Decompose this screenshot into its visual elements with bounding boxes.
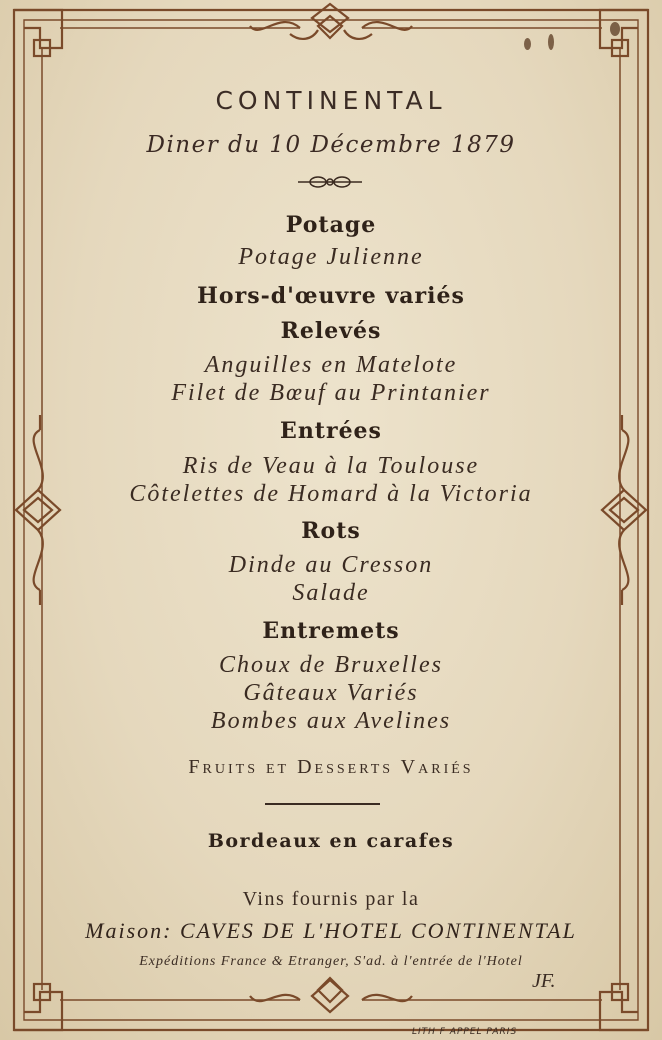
ink-stain (548, 34, 554, 50)
course-heading: Entrées (280, 418, 382, 444)
menu-item: Choux de Bruxelles (219, 652, 443, 678)
printer-credit: LITH F APPEL PARIS (412, 1027, 518, 1037)
menu-title: CONTINENTAL (215, 86, 447, 115)
supplier-name: Maison: CAVES DE L'HOTEL CONTINENTAL (85, 918, 577, 943)
menu-item: Salade (292, 580, 370, 606)
menu-subtitle: Diner du 10 Décembre 1879 (146, 132, 516, 158)
course-heading: Entremets (262, 618, 400, 644)
shipping-note: Expéditions France & Etranger, S'ad. à l'entrée de l'Hotel (139, 954, 523, 969)
menu-item: Potage Julienne (238, 244, 424, 270)
menu-item: Dinde au Cresson (228, 552, 434, 578)
menu-item: Côtelettes de Homard à la Victoria (129, 481, 533, 507)
divider-rule (265, 803, 380, 805)
ink-stain (610, 22, 620, 36)
menu-item: Anguilles en Matelote (204, 352, 458, 378)
menu-item: Ris de Veau à la Toulouse (182, 453, 480, 479)
course-heading: Potage (285, 212, 377, 238)
menu-item: Bombes aux Avelines (210, 708, 452, 734)
desserts-line: Fruits et Desserts Variés (188, 756, 474, 778)
menu-item: Filet de Bœuf au Printanier (171, 380, 491, 406)
course-heading: Relevés (280, 318, 382, 344)
supplier-intro: Vins fournis par la (242, 888, 420, 910)
engraver-monogram: JF. (532, 970, 556, 992)
ink-stain (524, 38, 531, 50)
course-heading: Hors-d'œuvre variés (197, 283, 465, 309)
menu-item: Gâteaux Variés (243, 680, 419, 706)
course-heading: Rots (301, 518, 361, 544)
ornament-divider (298, 177, 362, 187)
wine-line: Bordeaux en carafes (207, 830, 455, 852)
